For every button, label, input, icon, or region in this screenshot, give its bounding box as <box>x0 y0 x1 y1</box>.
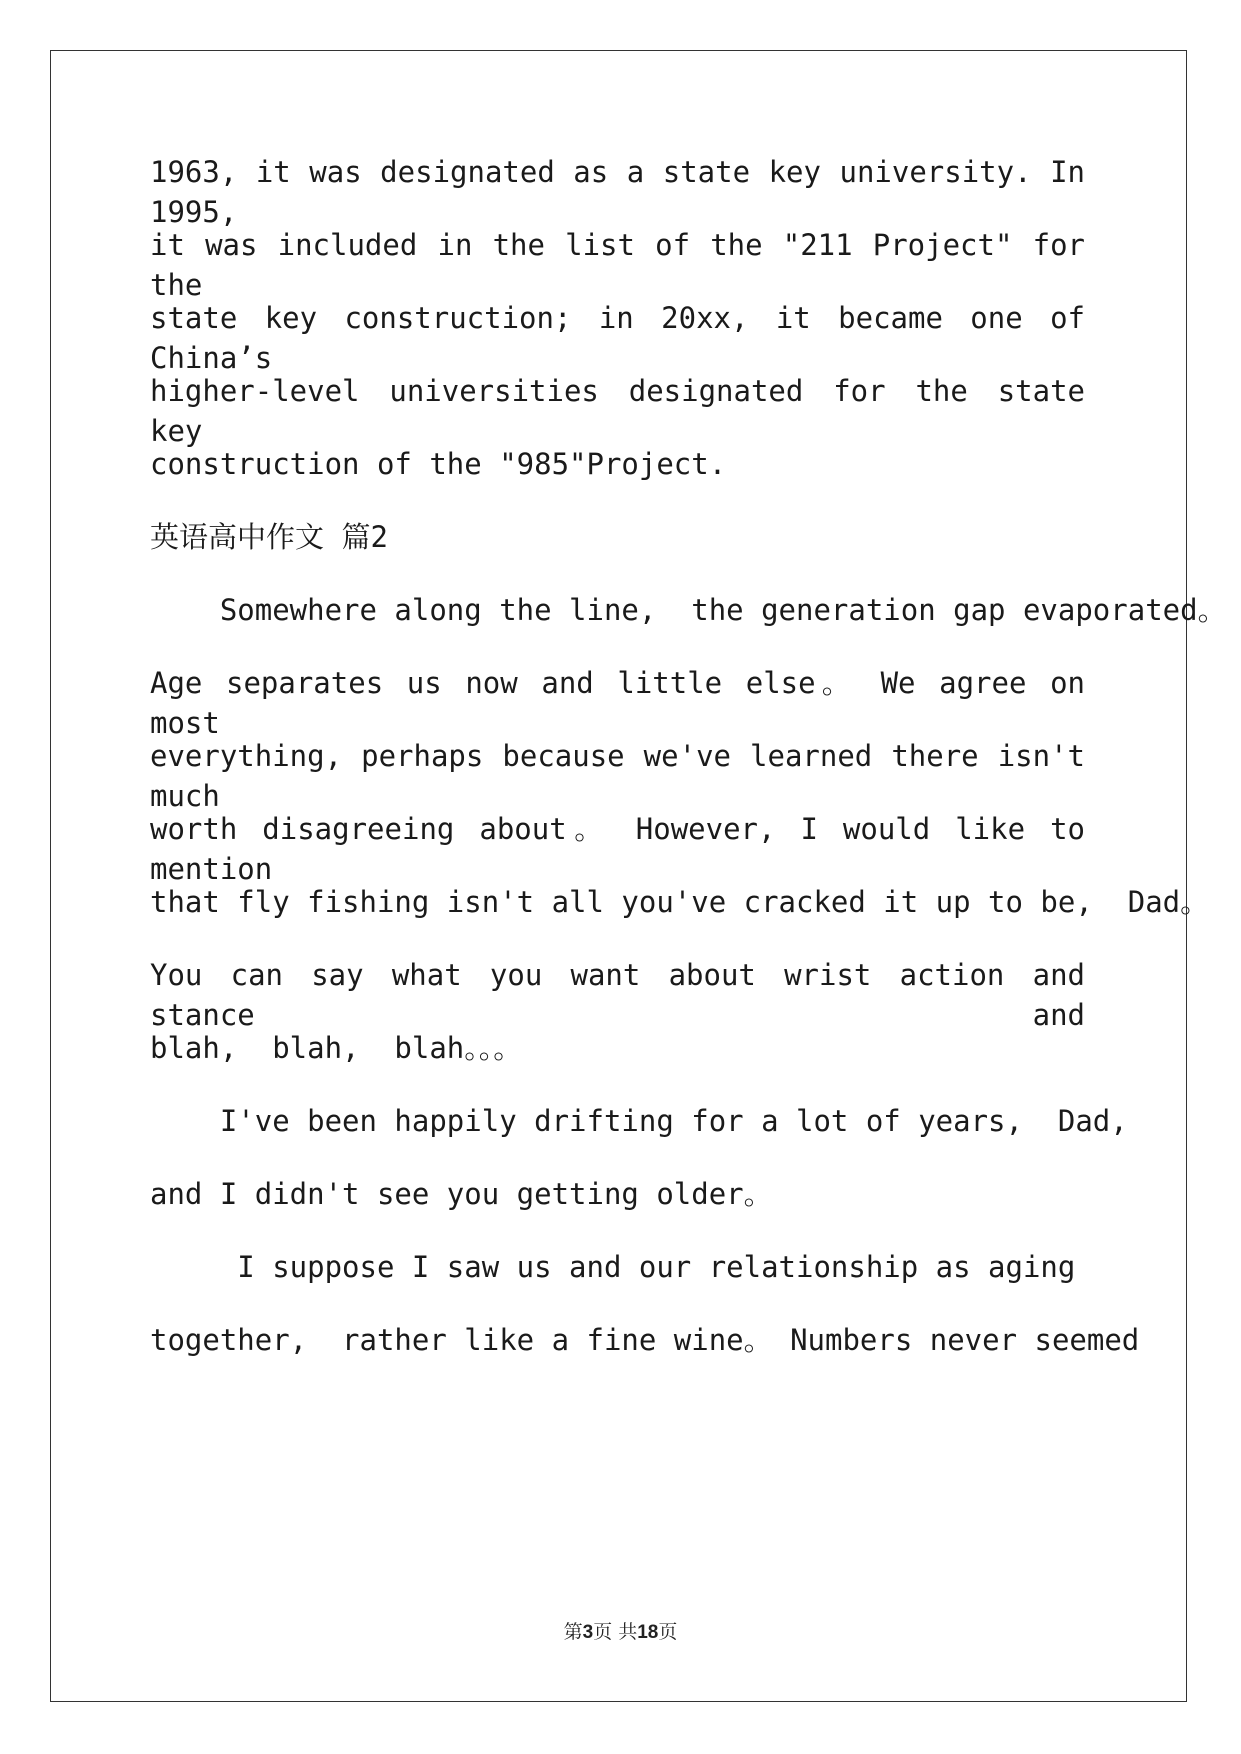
total-page-count: 18 <box>637 1622 659 1643</box>
text-line: together, rather like a fine wine。 Numbers never seemed <box>150 1323 1140 1357</box>
text-line: everything, perhaps because we've learned there isn't much <box>150 739 1085 813</box>
current-page-number: 3 <box>582 1622 594 1643</box>
text-line: I've been happily drifting for a lot of years, Dad, <box>150 1104 1128 1138</box>
text-line: Somewhere along the line, the generation gap evaporated。 <box>150 593 1227 627</box>
text-line: Age separates us now and little else。 We agree on most <box>150 666 1085 740</box>
footer-suffix: 页 <box>658 1621 678 1643</box>
text-line: 1963, it was designated as a state key university. In 1995, <box>150 155 1085 229</box>
text-line: it was included in the list of the "211 Project" for the <box>150 228 1085 302</box>
text-line: higher-level universities designated for the state key <box>150 374 1085 448</box>
text-line: I suppose I saw us and our relationship as aging <box>150 1250 1076 1284</box>
text-line: state key construction; in 20xx, it became one of China’s <box>150 301 1085 375</box>
page-footer <box>0 1620 1241 1645</box>
text-line: blah, blah, blah。。。 <box>150 1031 523 1065</box>
section-heading: 英语高中作文 篇2 <box>150 520 388 554</box>
footer-middle: 页 共 <box>593 1621 638 1643</box>
text-line: that fly fishing isn't all you've cracked it up to be, Dad。 <box>150 885 1210 919</box>
text-line: construction of the "985"Project. <box>150 447 727 481</box>
text-line: worth disagreeing about。 However, I would like to mention <box>150 812 1085 886</box>
text-line: and I didn't see you getting older。 <box>150 1177 773 1211</box>
footer-prefix: 第 <box>563 1621 583 1643</box>
text-line: You can say what you want about wrist action and stance and <box>150 958 1085 1032</box>
